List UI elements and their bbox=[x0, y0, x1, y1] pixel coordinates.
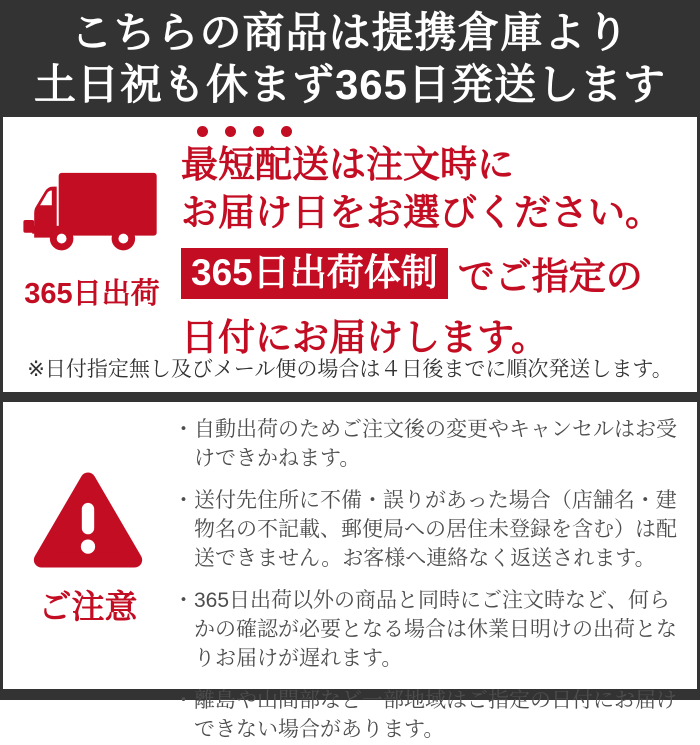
caution-list bbox=[173, 402, 697, 741]
emphasis-dot bbox=[197, 126, 208, 137]
emphasis-dots bbox=[197, 126, 697, 138]
highlight-box: 365日出荷体制 bbox=[181, 248, 448, 299]
caution-list-item: ・ 自動出荷のためご注文後の変更やキャンセルはお受けできかねます。 bbox=[173, 416, 681, 474]
shipping-note: ※日付指定無し及びメール便の場合は４日後までに順次発送します。 bbox=[27, 358, 673, 381]
caution-list-item: ・ 送付先住所に不備・誤りがあった場合（店舗名・建物名の不記載、郵便局への居住未登録を含む）は配送できません。お客様へ連絡なく返送されます。 bbox=[173, 487, 681, 574]
panel-divider bbox=[0, 392, 700, 402]
shipping-headline-line-1: 最短配送は注文時に bbox=[181, 144, 514, 185]
warning-triangle-icon bbox=[31, 467, 145, 573]
caution-label: ご注意 bbox=[38, 588, 138, 625]
emphasis-dot bbox=[225, 126, 236, 137]
header-line-2: 土日祝も休まず365日発送します bbox=[33, 60, 667, 108]
caution-panel-left bbox=[3, 402, 173, 689]
delivery-truck-icon bbox=[21, 169, 163, 267]
highlight-line-2: 日付にお届けします。 bbox=[181, 317, 549, 359]
shipping-panel-right bbox=[181, 117, 697, 392]
caution-list-item: ・ 離島や山間部など一部地域はご指定の日付にお届けできない場合があります。 bbox=[173, 687, 681, 745]
header-banner bbox=[0, 0, 700, 117]
shipping-headline-line-2: お届け日をお選びください。 bbox=[181, 192, 662, 234]
highlight-suffix: でご指定の bbox=[457, 256, 643, 298]
caution-panel bbox=[3, 402, 697, 741]
shipping-panel bbox=[3, 117, 697, 392]
shipping-panel-left bbox=[3, 117, 181, 392]
emphasis-dot bbox=[253, 126, 264, 137]
caution-list-item: ・ 365日出荷以外の商品と同時にご注文時など、何らかの確認が必要となる場合は休業日明けの出荷となりお届けが遅れます。 bbox=[173, 587, 681, 674]
emphasis-dot bbox=[281, 126, 292, 137]
truck-label: 365日出荷 bbox=[24, 278, 160, 310]
highlight-row bbox=[181, 246, 697, 300]
header-line-1: こちらの商品は提携倉庫より bbox=[70, 9, 630, 57]
